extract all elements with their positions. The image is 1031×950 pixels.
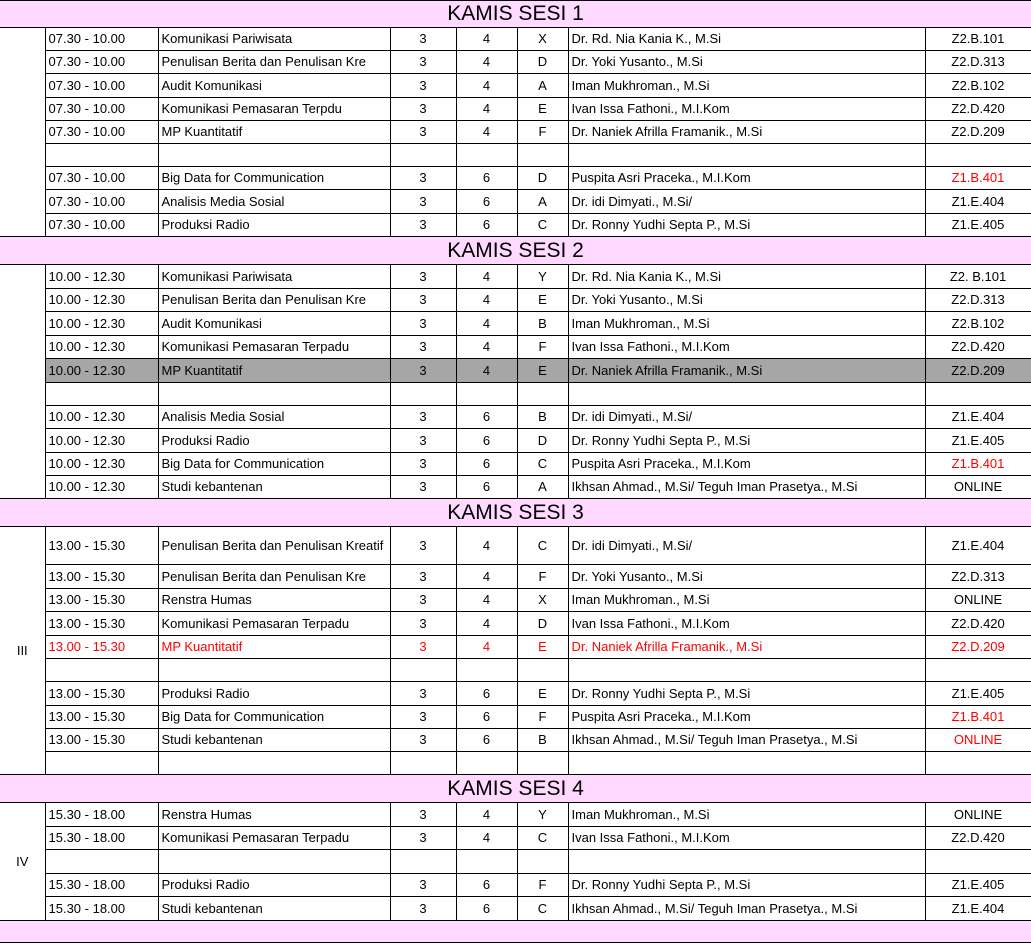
semester-cell: 4	[456, 359, 517, 383]
class-cell	[517, 659, 568, 682]
room-cell: Z1.B.401	[925, 706, 1031, 729]
time-cell: 10.00 - 12.30	[45, 476, 158, 499]
sks-cell: 3	[390, 51, 456, 74]
table-row	[0, 476, 1031, 499]
course-cell: Penulisan Berita dan Penulisan Kreatif	[158, 527, 390, 565]
time-cell: 07.30 - 10.00	[45, 121, 158, 144]
session-header	[0, 775, 1031, 803]
session-title: KAMIS SESI 3	[0, 499, 1031, 527]
lecturer-cell: Puspita Asri Praceka., M.I.Kom	[568, 706, 925, 729]
lecturer-cell	[568, 850, 925, 874]
class-cell: X	[517, 589, 568, 612]
class-cell: D	[517, 612, 568, 636]
session-title: KAMIS SESI 4	[0, 775, 1031, 803]
semester-cell: 4	[456, 589, 517, 612]
semester-cell: 6	[456, 729, 517, 752]
table-row	[0, 706, 1031, 729]
semester-cell: 6	[456, 897, 517, 921]
room-cell: Z1.E.404	[925, 897, 1031, 921]
session-title: KAMIS SESI 2	[0, 237, 1031, 265]
room-cell: Z1.E.404	[925, 406, 1031, 429]
table-row	[0, 406, 1031, 429]
class-cell: E	[517, 359, 568, 383]
footer-cell	[0, 921, 1031, 943]
lecturer-cell: Dr. Yoki Yusanto., M.Si	[568, 51, 925, 74]
semester-cell	[456, 850, 517, 874]
semester-cell	[456, 383, 517, 406]
semester-cell: 4	[456, 28, 517, 51]
session-header	[0, 237, 1031, 265]
semester-cell: 4	[456, 336, 517, 359]
time-cell: 07.30 - 10.00	[45, 74, 158, 98]
class-cell: B	[517, 312, 568, 336]
sks-cell: 3	[390, 706, 456, 729]
course-cell: Komunikasi Pemasaran Terpadu	[158, 336, 390, 359]
room-cell: Z1.E.404	[925, 190, 1031, 214]
room-cell	[925, 659, 1031, 682]
lecturer-cell	[568, 659, 925, 682]
sks-cell: 3	[390, 429, 456, 453]
course-cell	[158, 850, 390, 874]
semester-cell: 4	[456, 527, 517, 565]
time-cell: 13.00 - 15.30	[45, 589, 158, 612]
course-cell: Produksi Radio	[158, 429, 390, 453]
session-title: KAMIS SESI 1	[0, 1, 1031, 28]
course-cell: Analisis Media Sosial	[158, 406, 390, 429]
course-cell	[158, 383, 390, 406]
footer-band	[0, 921, 1031, 943]
sks-cell: 3	[390, 589, 456, 612]
room-cell: Z2. B.101	[925, 265, 1031, 289]
session-header	[0, 499, 1031, 527]
semester-cell: 6	[456, 682, 517, 706]
lecturer-cell: Iman Mukhroman., M.Si	[568, 803, 925, 827]
session-label: III	[0, 527, 45, 775]
sks-cell: 3	[390, 636, 456, 659]
class-cell: C	[517, 897, 568, 921]
sks-cell	[390, 752, 456, 775]
course-cell: Audit Komunikasi	[158, 74, 390, 98]
lecturer-cell: Dr. idi Dimyati., M.Si/	[568, 190, 925, 214]
lecturer-cell: Puspita Asri Praceka., M.I.Kom	[568, 167, 925, 190]
lecturer-cell: Ikhsan Ahmad., M.Si/ Teguh Iman Prasetya., M.Si	[568, 897, 925, 921]
room-cell: Z2.D.313	[925, 289, 1031, 312]
time-cell: 07.30 - 10.00	[45, 28, 158, 51]
class-cell: E	[517, 682, 568, 706]
time-cell: 10.00 - 12.30	[45, 265, 158, 289]
time-cell: 10.00 - 12.30	[45, 336, 158, 359]
room-cell: Z1.B.401	[925, 167, 1031, 190]
room-cell: Z2.D.209	[925, 636, 1031, 659]
lecturer-cell	[568, 383, 925, 406]
room-cell: Z2.D.420	[925, 827, 1031, 850]
class-cell: C	[517, 453, 568, 476]
table-row	[0, 682, 1031, 706]
course-cell: Studi kebantenan	[158, 476, 390, 499]
class-cell	[517, 144, 568, 167]
table-row	[0, 167, 1031, 190]
room-cell: Z2.B.102	[925, 312, 1031, 336]
sks-cell: 3	[390, 874, 456, 897]
class-cell	[517, 383, 568, 406]
table-row	[0, 74, 1031, 98]
sks-cell: 3	[390, 167, 456, 190]
lecturer-cell: Ivan Issa Fathoni., M.I.Kom	[568, 612, 925, 636]
course-cell: Big Data for Communication	[158, 453, 390, 476]
time-cell	[45, 752, 158, 775]
class-cell: A	[517, 476, 568, 499]
sks-cell: 3	[390, 827, 456, 850]
sks-cell: 3	[390, 74, 456, 98]
time-cell: 10.00 - 12.30	[45, 289, 158, 312]
course-cell: Big Data for Communication	[158, 706, 390, 729]
room-cell: Z2.D.313	[925, 51, 1031, 74]
room-cell: ONLINE	[925, 476, 1031, 499]
course-cell: Komunikasi Pariwisata	[158, 265, 390, 289]
table-row	[0, 636, 1031, 659]
sks-cell	[390, 659, 456, 682]
sks-cell: 3	[390, 406, 456, 429]
table-row	[0, 850, 1031, 874]
room-cell	[925, 752, 1031, 775]
semester-cell: 4	[456, 612, 517, 636]
time-cell	[45, 144, 158, 167]
course-cell: Audit Komunikasi	[158, 312, 390, 336]
table-row	[0, 565, 1031, 589]
class-cell	[517, 752, 568, 775]
lecturer-cell: Iman Mukhroman., M.Si	[568, 589, 925, 612]
lecturer-cell: Dr. idi Dimyati., M.Si/	[568, 527, 925, 565]
course-cell: Produksi Radio	[158, 874, 390, 897]
lecturer-cell: Dr. Ronny Yudhi Septa P., M.Si	[568, 214, 925, 237]
time-cell: 07.30 - 10.00	[45, 190, 158, 214]
sks-cell: 3	[390, 565, 456, 589]
sks-cell: 3	[390, 121, 456, 144]
session-label	[0, 28, 45, 237]
sks-cell	[390, 144, 456, 167]
lecturer-cell: Dr. Rd. Nia Kania K., M.Si	[568, 28, 925, 51]
semester-cell: 4	[456, 827, 517, 850]
room-cell	[925, 383, 1031, 406]
sks-cell: 3	[390, 336, 456, 359]
lecturer-cell: Ikhsan Ahmad., M.Si/ Teguh Iman Prasetya., M.Si	[568, 476, 925, 499]
semester-cell: 4	[456, 51, 517, 74]
sks-cell: 3	[390, 214, 456, 237]
semester-cell: 6	[456, 190, 517, 214]
semester-cell: 4	[456, 98, 517, 121]
table-row	[0, 453, 1031, 476]
table-row	[0, 214, 1031, 237]
semester-cell: 4	[456, 121, 517, 144]
time-cell: 07.30 - 10.00	[45, 167, 158, 190]
class-cell: X	[517, 28, 568, 51]
time-cell: 10.00 - 12.30	[45, 429, 158, 453]
time-cell: 15.30 - 18.00	[45, 803, 158, 827]
table-row	[0, 612, 1031, 636]
sks-cell	[390, 383, 456, 406]
room-cell: Z1.E.405	[925, 874, 1031, 897]
table-row	[0, 827, 1031, 850]
course-cell: Renstra Humas	[158, 589, 390, 612]
class-cell: E	[517, 636, 568, 659]
time-cell: 15.30 - 18.00	[45, 897, 158, 921]
lecturer-cell: Ivan Issa Fathoni., M.I.Kom	[568, 827, 925, 850]
course-cell: MP Kuantitatif	[158, 636, 390, 659]
sks-cell: 3	[390, 190, 456, 214]
lecturer-cell: Dr. Ronny Yudhi Septa P., M.Si	[568, 429, 925, 453]
table-row	[0, 729, 1031, 752]
sks-cell: 3	[390, 729, 456, 752]
lecturer-cell: Ikhsan Ahmad., M.Si/ Teguh Iman Prasetya., M.Si	[568, 729, 925, 752]
course-cell: Produksi Radio	[158, 214, 390, 237]
class-cell: E	[517, 289, 568, 312]
lecturer-cell: Dr. Rd. Nia Kania K., M.Si	[568, 265, 925, 289]
course-cell: Penulisan Berita dan Penulisan Kre	[158, 565, 390, 589]
time-cell: 13.00 - 15.30	[45, 706, 158, 729]
semester-cell: 6	[456, 429, 517, 453]
semester-cell: 6	[456, 476, 517, 499]
room-cell: Z2.B.101	[925, 28, 1031, 51]
course-cell: MP Kuantitatif	[158, 359, 390, 383]
table-row	[0, 527, 1031, 565]
room-cell: Z2.D.209	[925, 359, 1031, 383]
lecturer-cell: Dr. Yoki Yusanto., M.Si	[568, 289, 925, 312]
class-cell	[517, 850, 568, 874]
sks-cell: 3	[390, 312, 456, 336]
class-cell: F	[517, 336, 568, 359]
sks-cell: 3	[390, 476, 456, 499]
table-row	[0, 312, 1031, 336]
time-cell: 10.00 - 12.30	[45, 453, 158, 476]
room-cell: ONLINE	[925, 589, 1031, 612]
lecturer-cell	[568, 144, 925, 167]
time-cell: 13.00 - 15.30	[45, 682, 158, 706]
time-cell: 10.00 - 12.30	[45, 312, 158, 336]
time-cell: 13.00 - 15.30	[45, 565, 158, 589]
lecturer-cell	[568, 752, 925, 775]
course-cell: Komunikasi Pemasaran Terpdu	[158, 98, 390, 121]
room-cell: Z2.D.420	[925, 98, 1031, 121]
class-cell: Y	[517, 265, 568, 289]
course-cell: Komunikasi Pemasaran Terpadu	[158, 827, 390, 850]
session-label	[0, 265, 45, 499]
table-row	[0, 803, 1031, 827]
table-row	[0, 265, 1031, 289]
lecturer-cell: Dr. Ronny Yudhi Septa P., M.Si	[568, 682, 925, 706]
time-cell	[45, 659, 158, 682]
room-cell: Z1.E.405	[925, 682, 1031, 706]
lecturer-cell: Iman Mukhroman., M.Si	[568, 312, 925, 336]
sks-cell	[390, 850, 456, 874]
course-cell: MP Kuantitatif	[158, 121, 390, 144]
semester-cell: 6	[456, 214, 517, 237]
class-cell: A	[517, 190, 568, 214]
lecturer-cell: Dr. Ronny Yudhi Septa P., M.Si	[568, 874, 925, 897]
table-row	[0, 589, 1031, 612]
time-cell: 13.00 - 15.30	[45, 729, 158, 752]
class-cell: D	[517, 51, 568, 74]
class-cell: D	[517, 167, 568, 190]
lecturer-cell: Dr. Naniek Afrilla Framanik., M.Si	[568, 636, 925, 659]
table-row	[0, 190, 1031, 214]
course-cell: Komunikasi Pemasaran Terpadu	[158, 612, 390, 636]
class-cell: C	[517, 527, 568, 565]
time-cell: 13.00 - 15.30	[45, 612, 158, 636]
room-cell: Z2.B.102	[925, 74, 1031, 98]
lecturer-cell: Ivan Issa Fathoni., M.I.Kom	[568, 336, 925, 359]
table-row	[0, 897, 1031, 921]
course-cell: Big Data for Communication	[158, 167, 390, 190]
table-row	[0, 98, 1031, 121]
semester-cell: 6	[456, 706, 517, 729]
class-cell: C	[517, 214, 568, 237]
semester-cell: 6	[456, 167, 517, 190]
class-cell: B	[517, 729, 568, 752]
semester-cell: 6	[456, 406, 517, 429]
table-row	[0, 336, 1031, 359]
sks-cell: 3	[390, 265, 456, 289]
room-cell: Z2.D.420	[925, 336, 1031, 359]
sks-cell: 3	[390, 98, 456, 121]
sks-cell: 3	[390, 527, 456, 565]
table-row	[0, 383, 1031, 406]
time-cell: 07.30 - 10.00	[45, 51, 158, 74]
semester-cell	[456, 659, 517, 682]
class-cell: F	[517, 874, 568, 897]
course-cell: Studi kebantenan	[158, 897, 390, 921]
semester-cell: 4	[456, 289, 517, 312]
table-row	[0, 659, 1031, 682]
table-row	[0, 429, 1031, 453]
room-cell: Z1.E.405	[925, 214, 1031, 237]
session-header	[0, 1, 1031, 28]
semester-cell: 6	[456, 874, 517, 897]
semester-cell: 6	[456, 453, 517, 476]
time-cell: 15.30 - 18.00	[45, 827, 158, 850]
time-cell: 13.00 - 15.30	[45, 636, 158, 659]
sks-cell: 3	[390, 359, 456, 383]
time-cell: 13.00 - 15.30	[45, 527, 158, 565]
sks-cell: 3	[390, 453, 456, 476]
time-cell: 10.00 - 12.30	[45, 406, 158, 429]
schedule-body	[0, 1, 1031, 943]
class-cell: B	[517, 406, 568, 429]
course-cell: Komunikasi Pariwisata	[158, 28, 390, 51]
course-cell	[158, 659, 390, 682]
time-cell: 15.30 - 18.00	[45, 874, 158, 897]
room-cell: Z1.E.404	[925, 527, 1031, 565]
room-cell: Z2.D.313	[925, 565, 1031, 589]
lecturer-cell: Dr. Naniek Afrilla Framanik., M.Si	[568, 121, 925, 144]
room-cell: Z1.E.405	[925, 429, 1031, 453]
semester-cell: 4	[456, 265, 517, 289]
table-row	[0, 874, 1031, 897]
semester-cell	[456, 752, 517, 775]
time-cell: 07.30 - 10.00	[45, 98, 158, 121]
semester-cell	[456, 144, 517, 167]
room-cell: Z1.B.401	[925, 453, 1031, 476]
table-row	[0, 144, 1031, 167]
class-cell: E	[517, 98, 568, 121]
sks-cell: 3	[390, 803, 456, 827]
time-cell: 07.30 - 10.00	[45, 214, 158, 237]
course-cell: Produksi Radio	[158, 682, 390, 706]
lecturer-cell: Iman Mukhroman., M.Si	[568, 74, 925, 98]
course-cell	[158, 752, 390, 775]
class-cell: D	[517, 429, 568, 453]
semester-cell: 4	[456, 74, 517, 98]
lecturer-cell: Dr. Yoki Yusanto., M.Si	[568, 565, 925, 589]
time-cell: 10.00 - 12.30	[45, 359, 158, 383]
sks-cell: 3	[390, 289, 456, 312]
semester-cell: 4	[456, 636, 517, 659]
room-cell: Z2.D.420	[925, 612, 1031, 636]
table-row	[0, 28, 1031, 51]
table-row	[0, 121, 1031, 144]
class-cell: F	[517, 565, 568, 589]
sks-cell: 3	[390, 612, 456, 636]
table-row	[0, 51, 1031, 74]
room-cell: Z2.D.209	[925, 121, 1031, 144]
room-cell: ONLINE	[925, 729, 1031, 752]
room-cell	[925, 850, 1031, 874]
course-cell: Renstra Humas	[158, 803, 390, 827]
lecturer-cell: Dr. idi Dimyati., M.Si/	[568, 406, 925, 429]
lecturer-cell: Puspita Asri Praceka., M.I.Kom	[568, 453, 925, 476]
class-cell: F	[517, 121, 568, 144]
semester-cell: 4	[456, 803, 517, 827]
class-cell: F	[517, 706, 568, 729]
room-cell	[925, 144, 1031, 167]
course-cell: Studi kebantenan	[158, 729, 390, 752]
table-row	[0, 359, 1031, 383]
room-cell: ONLINE	[925, 803, 1031, 827]
sks-cell: 3	[390, 897, 456, 921]
class-cell: A	[517, 74, 568, 98]
time-cell	[45, 850, 158, 874]
semester-cell: 4	[456, 312, 517, 336]
sks-cell: 3	[390, 682, 456, 706]
table-row	[0, 289, 1031, 312]
semester-cell: 4	[456, 565, 517, 589]
course-cell: Penulisan Berita dan Penulisan Kre	[158, 51, 390, 74]
time-cell	[45, 383, 158, 406]
sks-cell: 3	[390, 28, 456, 51]
course-cell: Analisis Media Sosial	[158, 190, 390, 214]
lecturer-cell: Ivan Issa Fathoni., M.I.Kom	[568, 98, 925, 121]
class-cell: C	[517, 827, 568, 850]
lecturer-cell: Dr. Naniek Afrilla Framanik., M.Si	[568, 359, 925, 383]
course-cell	[158, 144, 390, 167]
table-row	[0, 752, 1031, 775]
session-label: IV	[0, 803, 45, 921]
course-cell: Penulisan Berita dan Penulisan Kre	[158, 289, 390, 312]
class-cell: Y	[517, 803, 568, 827]
